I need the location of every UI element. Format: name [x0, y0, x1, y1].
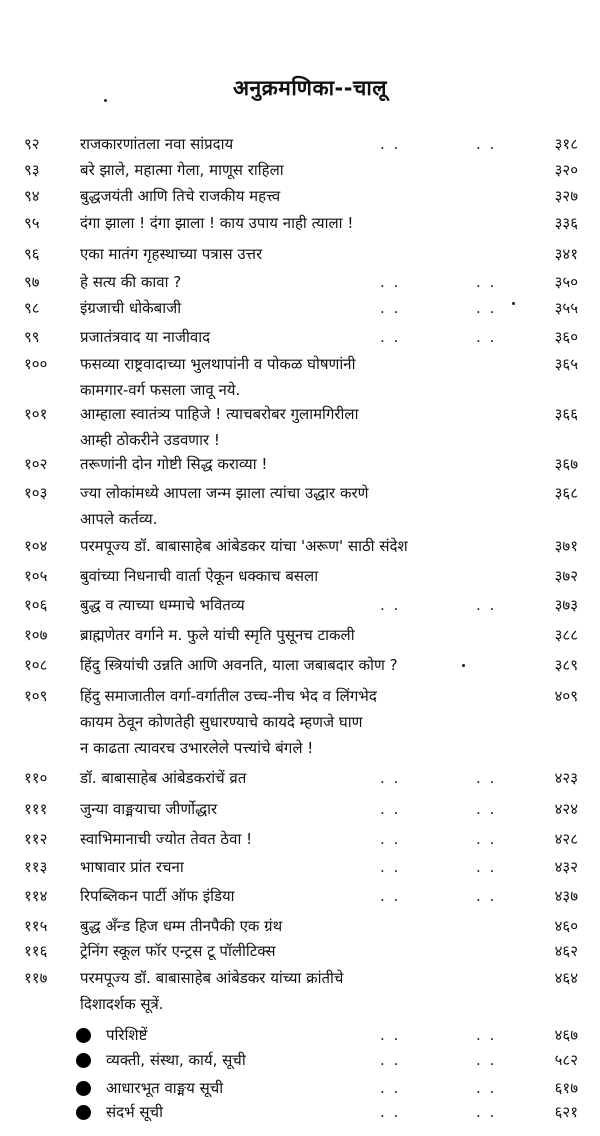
entry-number: ९३ [24, 161, 40, 179]
bullet-icon [76, 1081, 91, 1096]
bullet-icon [76, 1028, 91, 1043]
entry-title-line: फसव्या राष्ट्रवादाच्या भुलथापांनी व पोकळ घोषणांनी [80, 355, 356, 373]
leader-dots: . . [476, 1103, 497, 1121]
entry-title-line: बुद्ध अँन्ड हिज धम्म तीनपैकी एक ग्रंथ [80, 917, 283, 935]
appendix-entry [0, 1023, 600, 1049]
toc-entry [0, 325, 600, 351]
toc-entry [0, 684, 600, 762]
entry-number: १११ [24, 800, 48, 818]
appendix-title: परिशिष्टें [106, 1026, 148, 1044]
toc-entry [0, 132, 600, 158]
entry-page-number: ३६० [554, 328, 578, 346]
toc-entry [0, 564, 600, 590]
toc-entry [0, 766, 600, 792]
entry-page-number: ३१८ [554, 135, 578, 153]
entry-page-number: ४३२ [554, 858, 578, 876]
entry-page-number: ३६६ [554, 405, 578, 423]
entry-title-line: एका मातंग गृहस्थाच्या पत्रास उत्तर [80, 245, 263, 263]
entry-title-line: कायम ठेवून कोणतेही सुधारण्याचे कायदे म्हणजे घाण [80, 713, 363, 731]
entry-number: ११४ [24, 887, 48, 905]
entry-title-line: दंगा झाला ! दंगा झाला ! काय उपाय नाही त्याला ! [80, 214, 354, 232]
entry-title-line: बुद्धजयंती आणि तिचे राजकीय महत्त्व [80, 187, 281, 205]
scan-speck [104, 99, 107, 102]
entry-page-number: ३३६ [554, 214, 578, 232]
entry-number: १०२ [24, 455, 48, 473]
entry-number: ९९ [24, 328, 40, 346]
entry-title-line: परमपूज्य डॉ. बाबासाहेब आंबेडकर यांचा 'अरूण' साठी संदेश [80, 537, 408, 555]
toc-entry [0, 296, 600, 322]
entry-number: ९८ [24, 299, 40, 317]
entry-page-number: ३४१ [554, 245, 578, 263]
entry-title-line: आम्ही ठोकरीने उडवणार ! [80, 431, 220, 449]
leader-dots: . . [476, 299, 497, 317]
leader-dots: . . [380, 858, 401, 876]
entry-title-line: प्रजातंत्रवाद या नाजीवाद [80, 328, 211, 346]
toc-entry [0, 158, 600, 184]
leader-dots: . . [476, 887, 497, 905]
toc-entry [0, 623, 600, 649]
bullet-icon [76, 1053, 91, 1068]
toc-entry [0, 914, 600, 940]
leader-dots: . . [476, 800, 497, 818]
toc-entry [0, 211, 600, 237]
leader-dots: . . [380, 1079, 401, 1097]
appendix-page-number: ५८२ [554, 1051, 578, 1069]
entry-title-line: स्वाभिमानाची ज्योत तेवत ठेवा ! [80, 830, 253, 848]
toc-entry [0, 855, 600, 881]
entry-title-line: जुन्या वाङ्मयाचा जीर्णोद्धार [80, 800, 218, 818]
entry-page-number: ३८८ [554, 626, 578, 644]
appendix-title: संदर्भ सूची [106, 1103, 163, 1121]
leader-dots: . . [476, 596, 497, 614]
toc-entry [0, 534, 600, 560]
leader-dots: . . [476, 858, 497, 876]
leader-dots: . . [476, 1051, 497, 1069]
leader-dots: . . [380, 1051, 401, 1069]
entry-page-number: ४२८ [554, 830, 578, 848]
entry-page-number: ३८९ [554, 656, 578, 674]
entry-number: ९४ [24, 187, 40, 205]
toc-entry [0, 270, 600, 296]
appendix-title: आधारभूत वाङ्मय सूची [106, 1079, 224, 1097]
entry-page-number: ४२४ [554, 800, 578, 818]
entry-page-number: ४३७ [554, 887, 578, 905]
entry-title-line: न काढता त्यावरच उभारलेले पत्त्यांचे बंगले ! [80, 739, 314, 757]
toc-entry [0, 352, 600, 404]
entry-number: १०५ [24, 567, 48, 585]
appendix-page-number: ६२१ [554, 1103, 578, 1121]
entry-title-line: रिपब्लिकन पार्टी ऑफ इंडिया [80, 887, 235, 905]
toc-entry [0, 242, 600, 268]
entry-title-line: हिंदु स्त्रियांची उन्नति आणि अवनति, याला जबाबदार कोण ? [80, 656, 398, 674]
entry-title-line: आपले कर्तव्य. [80, 510, 158, 528]
leader-dots: . . [380, 1026, 401, 1044]
toc-entry [0, 797, 600, 823]
scan-speck [512, 302, 515, 305]
entry-number: ११५ [24, 917, 48, 935]
entry-number: ११६ [24, 942, 48, 960]
entry-page-number: ३६५ [554, 355, 578, 373]
leader-dots: . . [476, 1026, 497, 1044]
entry-number: १०४ [24, 537, 48, 555]
leader-dots: . . [380, 273, 401, 291]
entry-page-number: ३५५ [554, 299, 578, 317]
toc-entry [0, 827, 600, 853]
entry-page-number: ३२० [554, 161, 578, 179]
entry-number: १०७ [24, 626, 48, 644]
entry-title-line: बुवांच्या निधनाची वार्ता ऐकून धक्काच बसला [80, 567, 319, 585]
leader-dots: . . [380, 299, 401, 317]
entry-title-line: ज्या लोकांमध्ये आपला जन्म झाला त्यांचा उद्धार करणे [80, 484, 369, 502]
appendix-entry [0, 1076, 600, 1102]
leader-dots: . . [476, 135, 497, 153]
toc-entry [0, 966, 600, 1018]
entry-title-line: दिशादर्शक सूत्रें. [80, 995, 164, 1013]
entry-number: १०६ [24, 596, 48, 614]
entry-number: ९६ [24, 245, 40, 263]
entry-page-number: ३२७ [554, 187, 578, 205]
entry-title-line: तरूणांनी दोन गोष्टी सिद्ध कराव्या ! [80, 455, 268, 473]
appendix-title: व्यक्ती, संस्था, कार्य, सूची [106, 1051, 246, 1069]
appendix-page-number: ६१७ [554, 1079, 578, 1097]
entry-page-number: ४६० [554, 917, 578, 935]
appendix-entry [0, 1048, 600, 1074]
entry-page-number: ४६४ [554, 969, 578, 987]
entry-title-line: कामगार-वर्ग फसला जावू नये. [80, 381, 241, 399]
entry-number: १०८ [24, 656, 48, 674]
entry-title-line: बरे झाले, महात्मा गेला, माणूस राहिला [80, 161, 284, 179]
toc-entry [0, 939, 600, 965]
leader-dots: . . [476, 830, 497, 848]
leader-dots: . . [476, 1079, 497, 1097]
entry-page-number: ३६७ [554, 455, 578, 473]
appendix-entry [0, 1100, 600, 1126]
toc-entry [0, 402, 600, 454]
entry-title-line: राजकारणांतला नवा सांप्रदाय [80, 135, 234, 153]
entry-title-line: इंग्रजाची धोकेबाजी [80, 299, 182, 317]
leader-dots: . . [380, 1103, 401, 1121]
entry-page-number: ३५० [554, 273, 578, 291]
toc-entry [0, 653, 600, 679]
entry-number: ९२ [24, 135, 40, 153]
entry-title-line: ट्रेनिंग स्कूल फॉर एन्ट्रस टू पॉलीटिक्स [80, 942, 276, 960]
entry-number: १०३ [24, 484, 48, 502]
entry-number: ९७ [24, 273, 40, 291]
toc-entry [0, 884, 600, 910]
toc-entry [0, 481, 600, 533]
leader-dots: . . [380, 800, 401, 818]
leader-dots: . . [380, 830, 401, 848]
leader-dots: . . [476, 273, 497, 291]
entry-number: ११० [24, 769, 48, 787]
entry-title-line: बुद्ध व त्याच्या धम्माचे भवितव्य [80, 596, 245, 614]
entry-title-line: भाषावार प्रांत रचना [80, 858, 184, 876]
entry-page-number: ३७२ [554, 567, 578, 585]
scan-speck [462, 664, 465, 667]
page-title: अनुक्रमणिका--चालू [232, 76, 388, 100]
entry-page-number: ४०९ [554, 687, 578, 705]
entry-number: १०९ [24, 687, 48, 705]
leader-dots: . . [476, 769, 497, 787]
leader-dots: . . [380, 135, 401, 153]
entry-page-number: ३६८ [554, 484, 578, 502]
bullet-icon [76, 1105, 91, 1120]
entry-title-line: हे सत्य की कावा ? [80, 273, 182, 291]
toc-entry [0, 184, 600, 210]
leader-dots: . . [380, 596, 401, 614]
entry-page-number: ४२३ [554, 769, 578, 787]
entry-number: १०० [24, 355, 48, 373]
entry-title-line: ब्राह्मणेतर वर्गाने म. फुले यांची स्मृति पुसूनच टाकली [80, 626, 355, 644]
toc-entry [0, 452, 600, 478]
entry-page-number: ४६२ [554, 942, 578, 960]
entry-title-line: आम्हाला स्वातंत्र्य पाहिजे ! त्याचबरोबर गुलामगिरीला [80, 405, 359, 423]
entry-number: ११७ [24, 969, 48, 987]
leader-dots: . . [380, 769, 401, 787]
entry-number: ११२ [24, 830, 48, 848]
leader-dots: . . [380, 887, 401, 905]
appendix-page-number: ४६७ [554, 1026, 578, 1044]
entry-page-number: ३७१ [554, 537, 578, 555]
leader-dots: . . [380, 328, 401, 346]
toc-entry [0, 593, 600, 619]
entry-title-line: डॉ. बाबासाहेब आंबेडकरांचें व्रत [80, 769, 247, 787]
leader-dots: . . [476, 328, 497, 346]
entry-title-line: परमपूज्य डॉ. बाबासाहेब आंबेडकर यांच्या क्रांतीचे [80, 969, 344, 987]
entry-number: १०१ [24, 405, 48, 423]
entry-number: ९५ [24, 214, 40, 232]
entry-title-line: हिंदु समाजातील वर्गा-वर्गातील उच्च-नीच भेद व लिंगभेद [80, 687, 377, 705]
entry-number: ११३ [24, 858, 48, 876]
entry-page-number: ३७३ [554, 596, 578, 614]
